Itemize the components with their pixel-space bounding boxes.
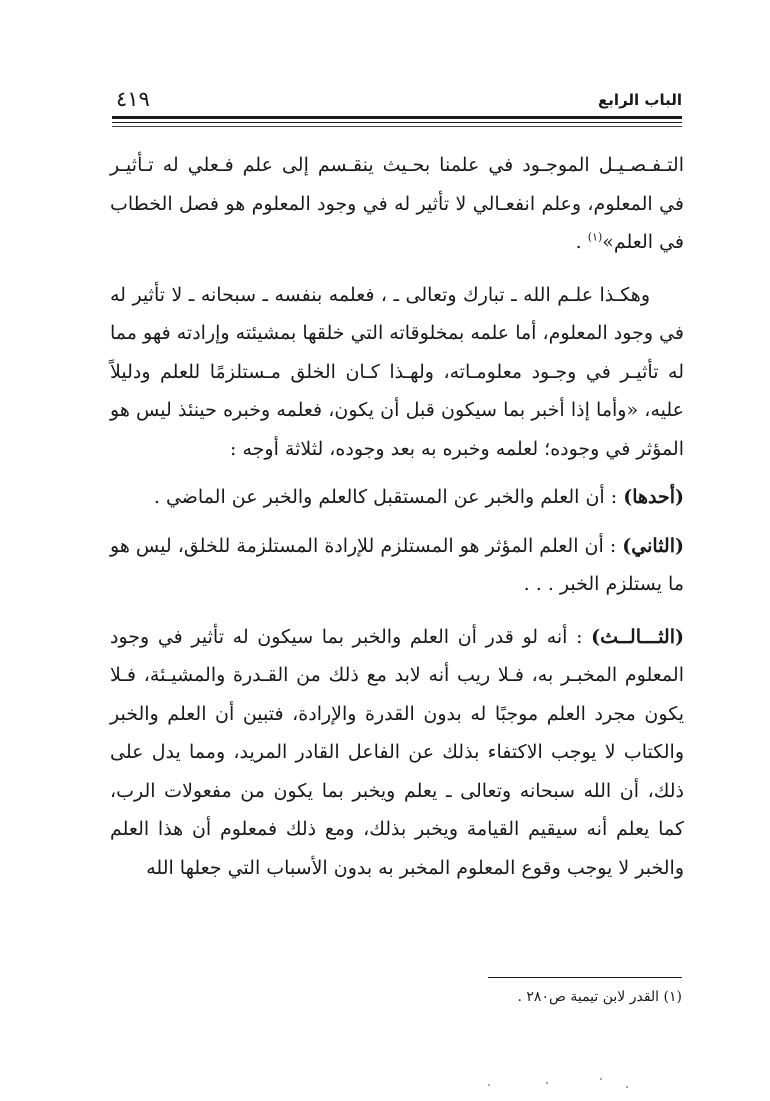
paragraph-first-aspect [110,478,684,517]
header-rule-thin [112,122,682,123]
aspect-2-text: : أن العلم المؤثر هو المستلزم للإرادة المستلزمة للخلق، ليس هو ما يستلزم الخبر . . . [110,534,684,595]
header-rule-thin-lower [112,126,682,127]
paragraph-2: وهكـذا علـم الله ـ تبارك وتعالى ـ ، فعلمه بنفسه ـ سبحانه ـ لا تأثير له في وجود المعلوم، أما علمه بمخلوقاته التي خلقها بمشيئته وإرادته فهو مما له تأثيـر في وجـود معلومـاته، ولهـذا كـان الخلق مـستلزمًا للعلم ودليلاً عليه، «وأما إذا أخبر بما سيكون قبل أن يكون، فعلمه وخبره حينئذ ليس هو المؤثر في وجوده؛ لعلمه وخبره به بعد وجوده، لثلاثة أوجه : [110,283,684,460]
scan-speck [626,1086,628,1088]
aspect-3-text: : أنه لو قدر أن العلم والخبر بما سيكون له تأثير في وجود المعلوم المخبـر به، فـلا ريب أنه لابد مع ذلك من القـدرة والمشيـئة، فـلا يكون مجرد العلم موجبًا له بدون القدرة والإرادة، فتبين أن العلم والخبر والكتاب لا يوجب الاكتفاء بذلك عن الفاعل القادر المريد، ومما يدل على ذلك، أن الله سبحانه وتعالى ـ يعلم ويخبر بما يكون من مفعولات الرب، كما يعلم أنه سيقيم القيامة ويخبر بذلك، ومع ذلك فمعلوم أن هذا العلم والخبر لا يوجب وقوع المعلوم المخبر به بدون الأسباب التي جعلها الله [110,625,684,879]
footnote-separator [488,977,682,978]
aspect-1-heading: (أحدها) [623,486,684,508]
paragraph-third-aspect [110,618,684,888]
chapter-title: الباب الرابع [598,91,682,109]
paragraph-1-text: التـفـصـيـل الموجـود في علمنا بحـيث ينقـسم إلى علم فـعلي له تـأثيـر في المعلوم، وعلم انفعـالي لا تأثير له في وجود المعلوم هو فصل الخطاب في العلم» [110,154,684,253]
scan-speck [488,1084,490,1086]
scan-speck [546,1082,548,1084]
paragraph-1 [110,146,684,262]
aspect-1-text: : أن العلم والخبر عن المستقبل كالعلم والخبر عن الماضي . [153,486,624,508]
main-text [110,146,684,887]
scan-speck [600,1078,602,1080]
paragraph-1-end: . [575,231,588,253]
aspect-2-heading: (الثاني) [622,534,684,557]
page-number: ٤١٩ [116,87,150,111]
footnote-marker: (١) [587,230,603,244]
paragraph-second-aspect [110,527,684,604]
header-rule-thick [112,116,682,119]
page-header [112,86,682,114]
aspect-3-heading: (الثـــالــث) [591,625,684,648]
footnote: (١) القدر لابن تيمية ص٢٨٠ . [517,989,682,1005]
